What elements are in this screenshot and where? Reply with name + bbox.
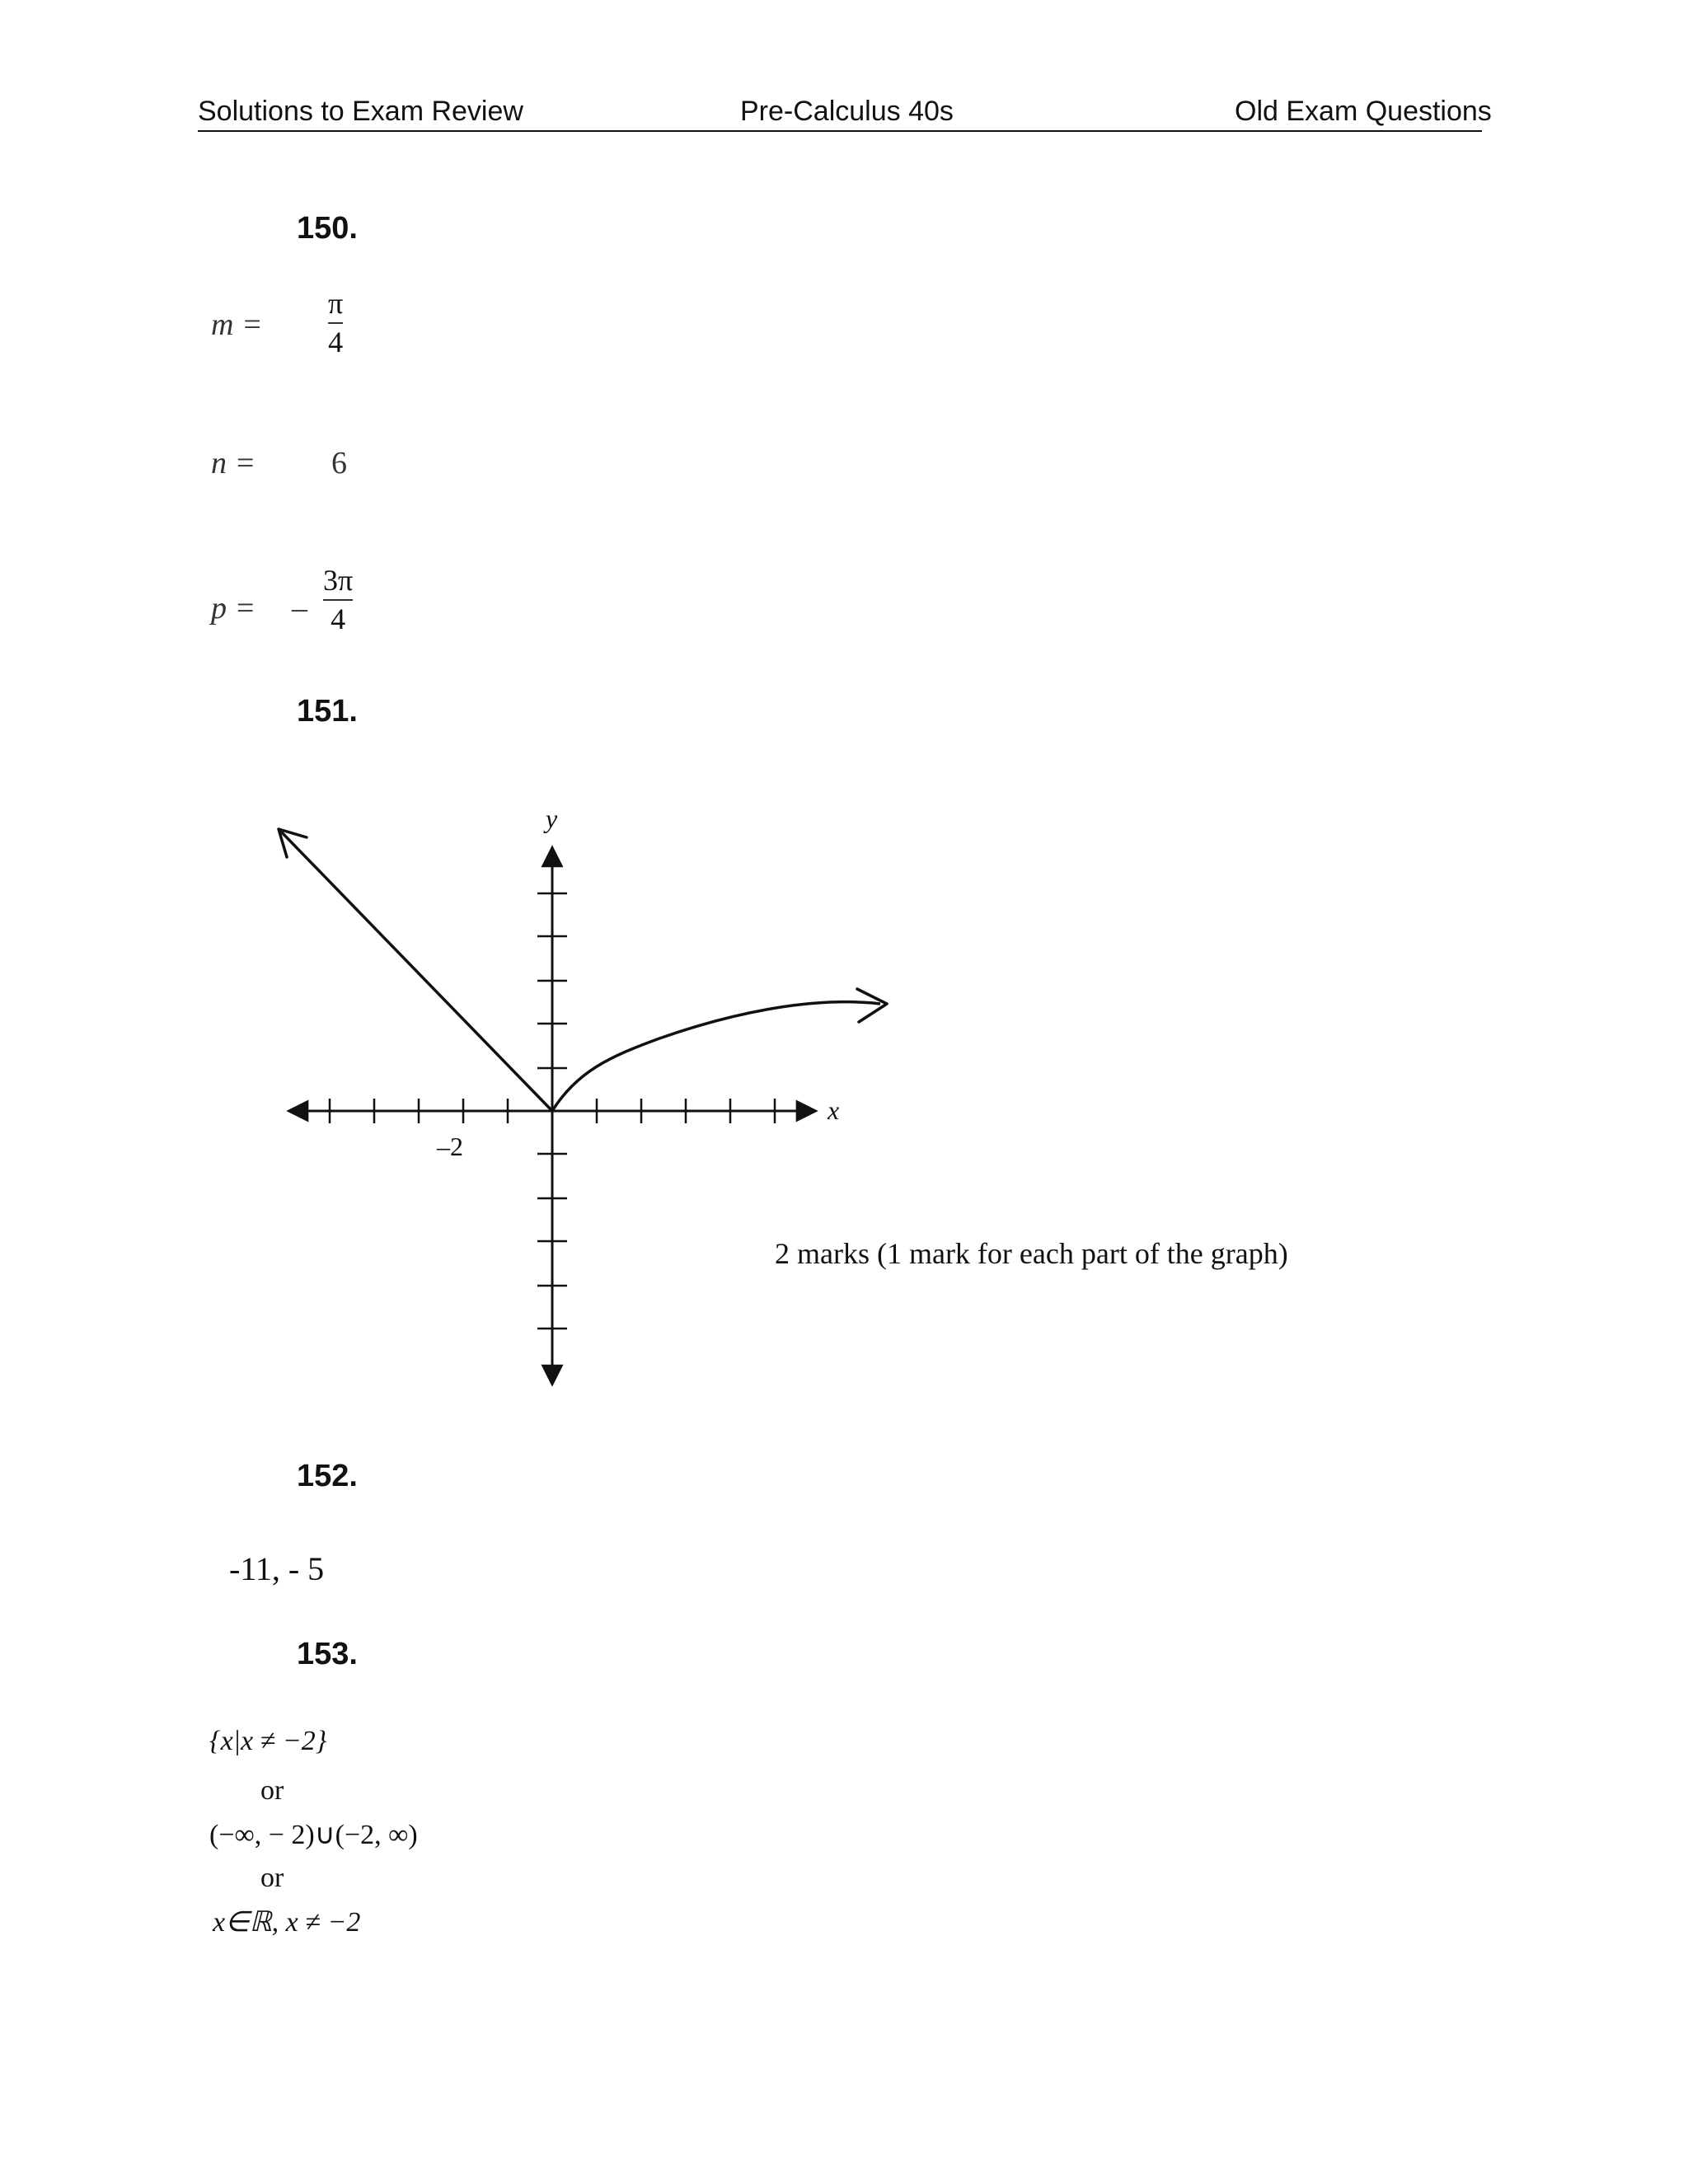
m-denominator: 4 — [328, 326, 344, 359]
p-sign: – — [292, 591, 307, 626]
y-axis-label: y — [546, 804, 558, 833]
question-150-number: 150. — [297, 211, 358, 246]
header-center: Pre-Calculus 40s — [740, 96, 954, 127]
n-value: 6 — [331, 446, 347, 480]
header-left: Solutions to Exam Review — [198, 96, 523, 127]
marking-note: 2 marks (1 mark for each part of the graph) — [775, 1237, 1288, 1270]
question-151-number: 151. — [297, 694, 358, 729]
tick-label-neg-2: –2 — [437, 1132, 463, 1161]
p-label-text: p = — [211, 591, 256, 626]
graph-left-branch — [279, 829, 552, 1111]
answer-152: -11, - 5 — [229, 1550, 325, 1587]
m-label-text: m = — [211, 307, 263, 342]
answer-153-real: x∈ℝ, x ≠ −2 — [213, 1907, 361, 1938]
right-branch-arrowhead — [857, 989, 887, 1022]
answer-153-interval: (−∞, − 2)∪(−2, ∞) — [209, 1820, 418, 1850]
p-denominator: 4 — [331, 602, 346, 636]
question-152-number: 152. — [297, 1459, 358, 1493]
answer-153-or-2: or — [260, 1863, 284, 1893]
n-label-text: n = — [211, 446, 256, 480]
m-numerator: π — [328, 287, 344, 320]
header-right: Old Exam Questions — [1235, 96, 1492, 127]
answer-153-or-1: or — [260, 1775, 284, 1806]
question-153-number: 153. — [297, 1637, 358, 1671]
p-numerator: 3π — [323, 564, 354, 597]
x-axis-label: x — [828, 1095, 840, 1125]
answer-153-set-builder: {x|x ≠ −2} — [209, 1726, 327, 1756]
